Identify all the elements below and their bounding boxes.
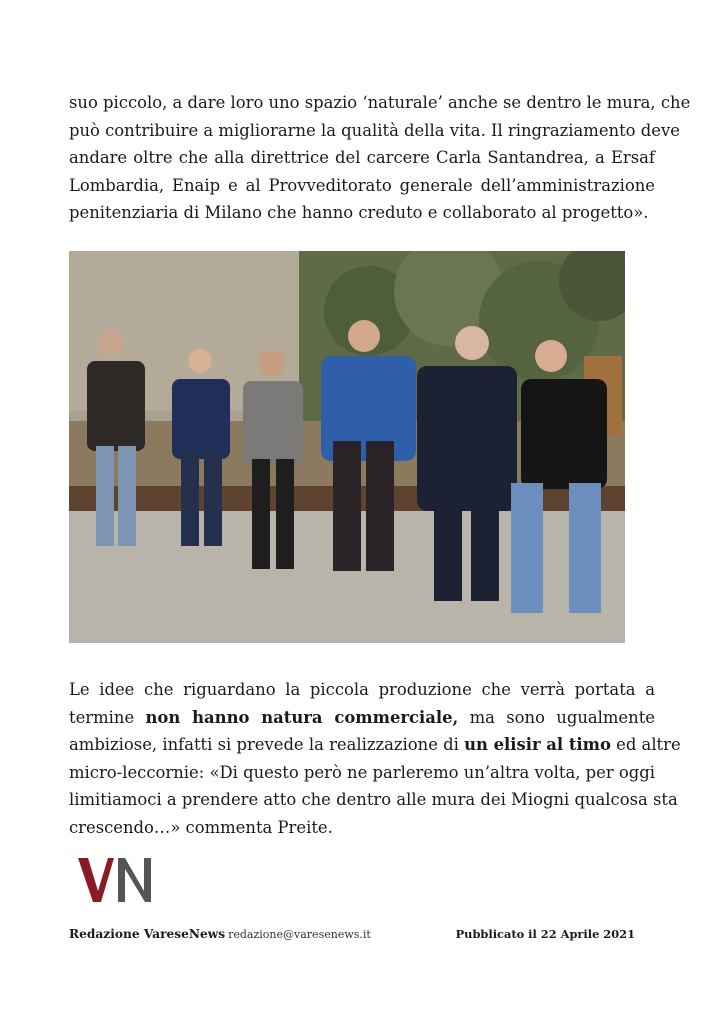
text-line: suo piccolo, a dare loro uno spazio ‘naturale’ anche se dentro le mura, che — [69, 93, 691, 112]
text-line: può contribuire a migliorarne la qualità della vita. Il ringraziamento deve — [69, 120, 680, 140]
bold-phrase: non hanno natura commerciale, — [145, 707, 459, 727]
text-line: Le idee che riguardano la piccola produzione che verrà portata a — [69, 680, 655, 699]
text-line: andare oltre che alla direttrice del carcere Carla Santandrea, a Ersaf — [69, 148, 655, 168]
page-footer — [69, 927, 635, 945]
publish-date: Pubblicato il 22 Aprile 2021 — [455, 927, 635, 941]
text-line — [69, 704, 655, 732]
vn-logo-mark — [76, 855, 154, 905]
text-line: limitiamoci a prendere atto che dentro alle mura dei Miogni qualcosa sta — [69, 790, 678, 810]
text-run: ed altre — [616, 735, 681, 755]
text-line: penitenziaria di Milano che hanno creduto e collaborato al progetto». — [69, 203, 649, 223]
article-paragraph-1 — [69, 89, 691, 227]
group-photo-illustration — [69, 251, 625, 643]
text-run: termine — [69, 707, 135, 727]
text-run: ambiziose, infatti si prevede la realizzazione di — [69, 735, 459, 755]
text-line: Lombardia, Enaip e al Provveditorato generale dell’amministrazione — [69, 175, 655, 195]
text-line: crescendo…» commenta Preite. — [69, 817, 333, 837]
text-run: ma sono ugualmente — [469, 707, 655, 727]
author-email: redazione@varesenews.it — [228, 928, 371, 941]
footer-credit — [69, 927, 371, 941]
varesenews-logo — [76, 855, 154, 905]
bold-phrase: un elisir al timo — [464, 735, 611, 755]
author-name: Redazione VareseNews — [69, 927, 226, 941]
text-line — [69, 731, 681, 759]
group-photo — [69, 251, 625, 643]
article-paragraph-2 — [69, 676, 681, 842]
text-line: micro-leccornie: «Di questo però ne parleremo un’altra volta, per oggi — [69, 762, 655, 782]
